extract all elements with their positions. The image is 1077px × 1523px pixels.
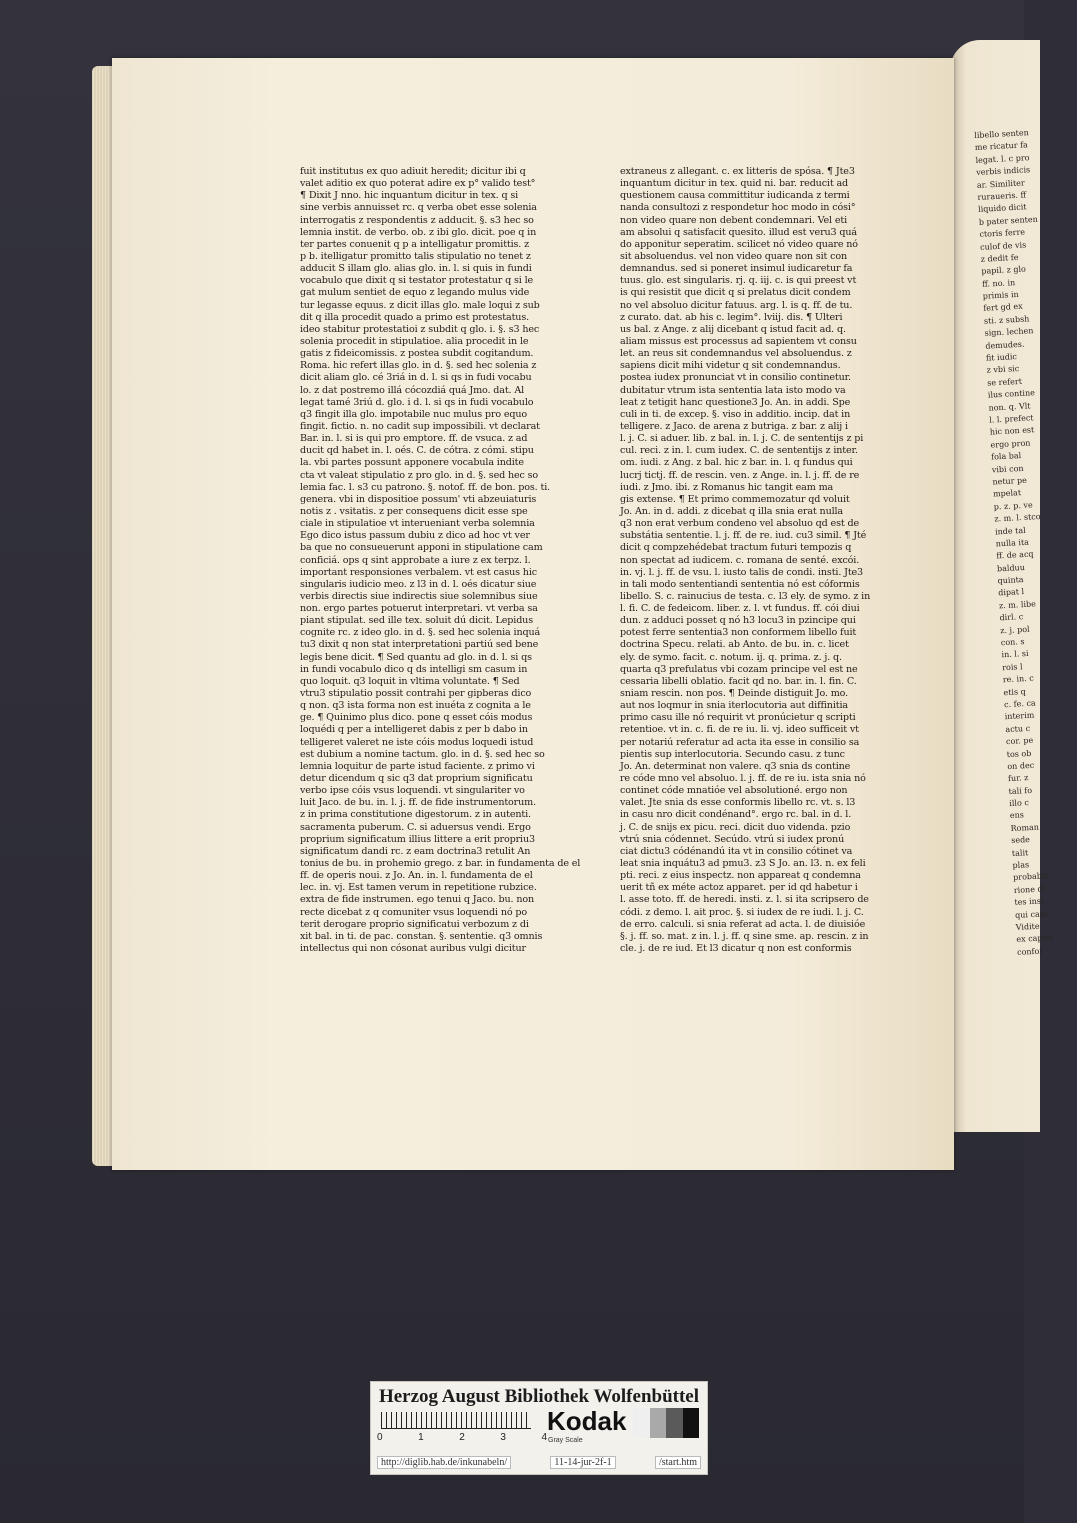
text-line: inquantum dicitur in tex. quid ni. bar. reducit ad — [620, 178, 849, 190]
next-page-line: sti. z subsh — [983, 314, 1030, 326]
gray-swatches — [633, 1408, 699, 1438]
shelfmark: 11-14-jur-2f-1 — [550, 1456, 615, 1469]
text-line: luit Jaco. de bu. in. l. j. ff. de fide instrumentorum. — [300, 797, 536, 809]
text-line: significatum dandi rc. z eam doctrina3 retulit An — [300, 845, 531, 857]
text-line: telligeret valeret ne iste cóis modus loquedi istud — [300, 736, 534, 748]
text-line: in. vj. l. j. ff. de vsu. l. iusto talis de condi. insti. Jte3 — [620, 566, 864, 578]
next-page-line: sede — [1011, 835, 1031, 846]
library-name: Herzog August Bibliothek Wolfenbüttel — [378, 1386, 700, 1407]
next-page-line: nulla ita — [995, 537, 1030, 549]
next-page-line: me ricatur fa — [974, 140, 1029, 153]
text-line: códi. z demo. l. ait proc. §. si iudex de re iudi. l. j. C. — [620, 906, 864, 918]
start-link[interactable]: /start.htm — [655, 1456, 701, 1469]
text-line: gatis z fideicomissis. z postea subdit cogitandum. — [300, 348, 534, 360]
text-line: uerit tñ ex méte actoz apparet. per id qd habetur i — [620, 882, 858, 894]
text-line: retentioe. vt in. c. fi. de re iu. li. vj. ideo sufficeit vt — [620, 724, 859, 736]
text-line: dicit q compzehédebat tractum futuri tempozis q — [620, 542, 852, 554]
text-line: solenia procedit in stipulatioe. alia procedit in le — [300, 335, 529, 347]
text-line: verbis directis siue indirectis siue solemnibus siue — [300, 590, 538, 602]
text-line: Bar. in. l. si is qui pro emptore. ff. de vsuca. z ad — [300, 433, 528, 445]
text-line: us bal. z Ange. z alij dicebant q istud facit ad. q. — [620, 323, 846, 335]
text-line: detur dicendum q sic q3 dat proprium significatu — [300, 773, 533, 785]
next-page-line: tali fo — [1008, 785, 1033, 796]
next-page-line: Roman — [1010, 822, 1040, 833]
text-line: culi in ti. de excep. §. viso in additio. incip. dat in — [620, 408, 851, 420]
next-page-line: z. m. l. stco — [994, 512, 1041, 524]
next-page-line: libello senten — [974, 128, 1029, 140]
text-line: lemia fac. l. s3 cu patrono. §. notof. ff. de bon. pos. ti. — [300, 481, 551, 493]
text-line: in tali modo sententiandi sententia nó est cóformis — [620, 578, 860, 590]
ruler-number: 0 — [377, 1432, 383, 1443]
text-line: cul. reci. z in. l. cum iudex. C. de sententijs z inter. — [620, 445, 858, 457]
text-line: tonius de bu. in prohemio grego. z bar. in fundamenta de el — [300, 858, 581, 870]
next-page-line: z dedit fe — [980, 252, 1019, 264]
text-line: pti. reci. z eius inspectz. non appareat q condemna — [620, 870, 861, 882]
text-line: verbo ipse cóis vsus loquendi. vt singulariter vo — [300, 785, 525, 797]
next-page-line: rois l — [1001, 661, 1023, 673]
next-page-line: culof de vis — [979, 239, 1027, 252]
text-line: no vel absoluo dicitur fatuus. arg. l. is q. ff. de tu. — [620, 299, 853, 311]
text-line: sapiens dicit mihi videtur q sit condemnandus. — [620, 360, 841, 372]
next-page-line: plas — [1012, 860, 1030, 871]
text-line: l. fi. C. de fedeicom. liber. z. l. vt fundus. ff. cói diui — [620, 603, 860, 615]
next-page-line: papil. z glo — [981, 264, 1027, 277]
next-page-line: ruraueris. ff — [977, 190, 1027, 202]
next-page-line: ff. de acq — [996, 549, 1034, 561]
next-page-line: ens — [1009, 810, 1025, 821]
text-line: extraneus z allegant. c. ex litteris de spósa. ¶ Jte3 — [620, 166, 855, 177]
next-page-line: dipat l — [998, 587, 1025, 598]
next-page-line: primis in — [982, 289, 1019, 301]
next-page-line: non. q. Vlt — [988, 401, 1031, 413]
swatch-white — [633, 1408, 650, 1438]
text-line: cta vt valeat stipulatio z pro glo. in d. §. sed hec so — [300, 469, 539, 481]
text-line: sine verbis annuisset rc. q verba obet esse solenia — [300, 202, 537, 214]
ruler-number: 3 — [500, 1432, 506, 1443]
next-page-line: quinta — [997, 575, 1024, 586]
next-page-line: c. fe. ca — [1003, 698, 1036, 710]
text-line: vtrú snia códennet. Secúdo. vtrú si iudex pronú — [620, 833, 845, 845]
next-page-line: b pater senten — [978, 214, 1038, 227]
text-line: libello. S. c. rainucius de testa. c. l3 ely. de symo. z in — [620, 590, 871, 602]
text-line: est dubium a nomine tactum. glo. in d. §. sed hec so — [300, 748, 545, 760]
brand-logo: Kodak — [547, 1406, 627, 1436]
text-line: lec. in. vj. Est tamen verum in repetitione rubzice. — [300, 882, 537, 894]
text-line: ely. de symo. facit. c. notum. ij. q. prima. z. j. q. — [620, 651, 842, 663]
next-page-line: mpelat — [992, 488, 1022, 499]
text-line: adducit S illam glo. alias glo. in. l. si quis in fundi — [300, 263, 532, 275]
next-page-line: ctoris ferre — [979, 227, 1026, 239]
text-line: recte dicebat z q comuniter vsus loquendi nó po — [300, 906, 528, 918]
text-line: extra de fide instrumen. ego tenui q Jaco. bu. non — [300, 894, 535, 906]
text-line: Jo. An. in d. addi. z dicebat q illa snia erat nulla — [620, 505, 844, 517]
text-line: dubitatur vtrum ista sententia lata isto modo va — [620, 384, 846, 396]
text-line: pientis sup interlocutoria. Secundo casu. z tunc — [620, 748, 845, 760]
text-line: gat mulum sentiet de equo z legando mulus vide — [300, 287, 530, 299]
text-line: loquédi q per a intelligeret dabis z per b dabo in — [300, 724, 528, 736]
text-line: piant stipulat. sed ille tex. soluit dú dicit. Lepidus — [300, 615, 533, 627]
text-line: nanda consultozi z respondetur hoc modo in cósi° — [620, 202, 856, 214]
text-line: Jo. An. determinat non valere. q3 snia ds contine — [620, 760, 851, 772]
text-line: is qui resistit que dicit q si prelatus dicit condem — [620, 287, 851, 299]
next-page-line: cor. pe — [1005, 735, 1034, 747]
digital-library-url[interactable]: http://diglib.hab.de/inkunabeln/ — [377, 1456, 511, 1469]
text-line: quo loquit. q3 loquit in vltima voluntate. ¶ Sed — [300, 675, 520, 687]
text-line: z in prima constitutione digestorum. z in autenti. — [300, 809, 531, 821]
next-page-line: legat. l. c pro — [975, 152, 1030, 165]
text-line: important responsiones verbalem. vt est casus hic — [300, 566, 537, 578]
text-line: q non. q3 ista forma non est inuéta z cognita a le — [300, 700, 531, 712]
right-text-column — [620, 166, 892, 954]
text-line: Roma. hic refert illas glo. in d. §. sed hec solenia z — [300, 360, 537, 372]
text-line: cognite rc. z ideo glo. in d. §. sed hec solenia inquá — [300, 627, 541, 639]
text-line: l. j. C. si aduer. lib. z bal. in. l. j. C. de sententijs z pi — [620, 433, 864, 445]
text-line: per notariú referatur ad acta ita esse in consilio sa — [620, 736, 860, 748]
text-line: vocabulo que dixit q si testator protestatur q si le — [300, 275, 534, 287]
text-line: telligere. z Jaco. de arena z butriga. z bar. z alij i — [620, 420, 848, 432]
text-line: re códe mno vel absoluo. l. j. ff. de re iu. ista snia nó — [620, 773, 866, 785]
next-page-line: tes inst — [1014, 896, 1045, 908]
next-page-line: actu c — [1005, 723, 1031, 734]
text-line: intellectus qui non cósonat auribus vulgi dicitur — [300, 943, 526, 954]
text-line: sniam rescin. non pos. ¶ Deinde distiguit Jo. mo. — [620, 688, 849, 700]
text-line: sit absoluendus. vel non video quare non sit con — [620, 250, 847, 262]
text-line: in fundi vocabulo dico q ds intelligi sm casum in — [300, 663, 528, 675]
swatch-dark — [666, 1408, 683, 1438]
text-line: aliam missus est processus ad sapientem vt consu — [620, 335, 857, 347]
text-line: ff. de operis noui. z Jo. An. in. l. fundamenta de el — [300, 870, 533, 882]
next-page-line: tos ob — [1006, 748, 1032, 759]
next-page-line: rione di — [1013, 884, 1046, 895]
text-line: singularis iudicio meo. z l3 in d. l. oés dicatur siue — [300, 578, 537, 590]
label-footer — [377, 1454, 701, 1470]
text-line: lemnia instit. de verbo. ob. z ibi glo. dicit. poe q in — [300, 226, 537, 238]
text-line: demnandus. sed si poneret insimul iudicaretur fa — [620, 263, 853, 275]
text-line: continet códe mnatióe vel absolutioné. ergo non — [620, 785, 848, 797]
next-page-line: fit iudic — [985, 352, 1018, 363]
next-page-line: z. j. pol — [999, 624, 1030, 635]
text-line: primo casu ille nó requirit vt pronúcietur q scripti — [620, 712, 856, 724]
next-page-line: z. m. libe — [998, 599, 1037, 611]
text-line: ducit qd habet in. l. oés. C. de cótra. z cómi. stipu — [300, 445, 534, 457]
next-page-line: talit — [1011, 847, 1029, 858]
next-page-line: qui capi — [1014, 908, 1048, 920]
next-page-line: fert gd ex — [983, 302, 1023, 314]
text-line: ge. ¶ Quinimo plus dico. pone q esset cóis modus — [300, 712, 533, 724]
text-line: dicit aliam glo. cé 3riá in d. l. si qs in fudi vocabu — [300, 372, 532, 384]
swatch-gray — [650, 1408, 667, 1438]
text-line: notis z . vsitatis. z per consequens dicit esse spe — [300, 505, 528, 517]
next-page-line: inde tal — [994, 525, 1026, 536]
text-line: Ego dico istus passum dubiu z dico ad hoc vt ver — [300, 530, 530, 542]
swatch-black — [683, 1408, 700, 1438]
next-page-line: ff. no. in — [981, 277, 1016, 289]
next-page-line: ex capite — [1016, 933, 1054, 945]
next-page-line: fola bal — [990, 451, 1022, 462]
next-page-line: l. l. prefect — [988, 413, 1034, 425]
next-page-line: probabit — [1012, 871, 1048, 883]
ruler-number: 1 — [418, 1432, 424, 1443]
text-line: conficiá. ops q sint approbate a iure z ex terpz. l. — [300, 554, 531, 566]
next-page-line: liquido dicit — [977, 202, 1027, 215]
text-line: fuit institutus ex quo adiuit heredit; dicitur ibi q — [300, 166, 526, 177]
next-page-line: ilus contine — [987, 388, 1036, 400]
next-page-line: hic non est — [989, 425, 1035, 437]
next-page-line: dirl. c — [999, 612, 1024, 623]
ruler-numbers — [377, 1432, 547, 1443]
brand-subtitle: Gray Scale — [548, 1437, 583, 1444]
ruler-number: 2 — [459, 1432, 465, 1443]
text-line: lo. z dat postremo illá cócozdiá quá Jmo. dat. Al — [300, 384, 525, 396]
next-page-line: z vbi sic — [986, 364, 1020, 376]
text-line: non video quare non debent condemnari. Vel eti — [620, 214, 848, 226]
text-line: am absolui q satisfacit quesito. illud est veru3 quá — [620, 226, 857, 238]
text-line: leat snia inquátu3 ad pmu3. z3 S Jo. an. l3. n. ex feli — [620, 858, 866, 870]
text-line: leat z tetigit hanc questione3 Jo. An. in addi. Spe — [620, 396, 851, 408]
next-page-line: in. l. si — [1001, 649, 1029, 660]
next-page-line: verbis indicis — [975, 165, 1031, 178]
text-line: terit derogare proprio significatui verbozum z di — [300, 918, 529, 930]
next-page-line: etis q — [1003, 686, 1026, 697]
text-line: questionem causa committitur iudicanda z termi — [620, 190, 850, 202]
text-line: substátia sententie. l. j. ff. de re. iud. cu3 simil. ¶ Jté — [620, 530, 867, 542]
text-line: tu3 dixit q non stat interpretationi partiú sed bene — [300, 639, 539, 651]
text-line: ciale in stipulatioe vt interueniant verba solemnia — [300, 518, 535, 530]
next-page-line: on dec — [1007, 760, 1035, 772]
text-line: interrogatis z respondentis z adducit. §. s3 hec so — [300, 214, 534, 226]
text-line: non. ergo partes potuerut interpretari. vt verba sa — [300, 603, 538, 615]
text-line: de erro. calculi. si snia referat ad acta. l. de diuisióe — [620, 918, 866, 930]
text-line: non spectat ad iudicem. c. romana de senté. excói. — [620, 554, 860, 566]
text-line: genera. vbi in dispositioe possum' vti abzeuiaturis — [300, 493, 537, 505]
next-page-line: p. z. p. ve — [993, 500, 1033, 512]
text-line: do apponitur seperatim. scilicet nó video quare nó — [620, 238, 858, 250]
text-line: dun. z adduci posset q nó h3 locu3 in pzincipe qui — [620, 615, 856, 627]
text-line: legis bene dicit. ¶ Sed quantu ad glo. in d. l. si qs — [300, 651, 532, 663]
text-line: tur legasse equus. z dicit illas glo. male loqui z sub — [300, 299, 540, 311]
text-line: ba que no consueuerunt apponi in stipulatione cam — [300, 542, 543, 554]
text-line: q3 fingit illa glo. impotabile nuc mulus pro equo — [300, 408, 528, 420]
text-line: valet. Jte snia ds esse conformis libello rc. vt. s. l3 — [620, 797, 856, 809]
next-page-line: ar. Similiter — [976, 177, 1025, 190]
text-line: gis extense. ¶ Et primo commemozatur qd voluit — [620, 493, 850, 505]
text-line: cle. j. de re iud. Et l3 dicatur q non est conformis — [620, 943, 852, 954]
text-line: in casu nro dicit condénand°. ergo rc. bal. in d. l. — [620, 809, 852, 821]
library-label-card — [370, 1381, 708, 1475]
text-line: la. vbi partes possunt apponere vocabula indite — [300, 457, 524, 469]
text-line: let. an reus sit condemnandus vel absoluendus. z — [620, 348, 852, 360]
next-page-line: Vidite — [1015, 921, 1040, 932]
text-line: ter partes conuenit q p a intelligatur promittis. z — [300, 238, 529, 250]
text-line: ideo stabitur protestatioi z subdit q glo. i. §. s3 hec — [300, 323, 540, 335]
text-line: xit bal. in ti. de pac. constan. §. sententie. q3 omnis — [300, 930, 543, 942]
text-line: quarta q3 prefulatus vbi cozam principe vel est ne — [620, 663, 858, 675]
text-line: proprium significatum illius littere a erit propriu3 — [300, 833, 535, 845]
text-line: potest ferre sententia3 non conformem libello fuit — [620, 627, 857, 639]
next-page-line: se refert — [987, 376, 1023, 388]
text-line: tuus. glo. est singularis. rj. q. iij. c. is qui preest vt — [620, 275, 857, 287]
text-line: om. iudi. z Ang. z bal. hic z bar. in. l. q fundus qui — [620, 457, 853, 469]
text-line: q3 non erat verbum condeno vel absoluo qd est de — [620, 518, 859, 530]
text-line: l. asse toto. ff. de heredi. insti. z. l. si ita scripsero de — [620, 894, 869, 906]
text-line: fingit. fictio. n. no cadit sup impossibili. vt declarat — [300, 420, 540, 432]
text-line: doctrina Specu. relati. ab Anto. de bu. in. c. licet — [620, 639, 849, 651]
next-page-line: illo c — [1009, 798, 1030, 809]
next-page-line: sign. lechen — [984, 326, 1034, 338]
ruler-number: 4 — [541, 1432, 547, 1443]
text-line: vtru3 stipulatio possit contrahi per gipberas dico — [300, 688, 532, 700]
text-line: cessaria libelli oblatio. facit qd no. bar. in. l. fin. C. — [620, 675, 857, 687]
text-line: legat tamé 3riú d. glo. i d. l. si qs in fudi vocabulo — [300, 396, 534, 408]
text-line: postea iudex pronunciat vt in consilio continetur. — [620, 372, 851, 384]
next-page-line: demudes. — [985, 339, 1025, 351]
scale-ruler — [381, 1412, 531, 1429]
text-line: p b. itelligatur promitto talis stipulatio no tenet z — [300, 250, 531, 262]
text-line: valet aditio ex quo poterat adire ex p° valido test° — [300, 178, 536, 190]
next-page-line: fur. z — [1007, 773, 1029, 784]
next-page-line: confor — [1016, 946, 1044, 957]
text-line: z curato. dat. ab his c. legim°. lviij. dis. ¶ Ulteri — [620, 311, 843, 323]
left-text-column — [300, 166, 581, 954]
text-line: ¶ Dixit J nno. hic inquantum dicitur in tex. q si — [300, 190, 519, 202]
text-line: §. j. ff. so. mat. z in. l. j. ff. q sine sme. ap. rescin. z in — [620, 930, 869, 942]
next-page-line: ergo pron — [990, 438, 1031, 450]
text-line: lemnia loquitur de parte istud faciente. z primo vi — [300, 760, 535, 772]
text-line: iudi. z Jmo. ibi. z Romanus hic tangit eam ma — [620, 481, 834, 493]
text-line: j. C. de snijs ex picu. reci. dicit duo videnda. pzio — [620, 821, 851, 833]
text-line: aut nos loqmur in snia iterlocutoria aut diffinitia — [620, 700, 848, 712]
next-page-line: balduu — [996, 562, 1026, 574]
next-page-line: con. s — [1000, 637, 1025, 648]
next-page-line: netur pe — [992, 475, 1028, 487]
text-line: ciat dictu3 códénandú ita vt in consilio cótinet va — [620, 845, 853, 857]
text-line: sacramenta puberum. C. si aduersus vendi. Ergo — [300, 821, 531, 833]
next-page-line: vibi con — [991, 463, 1024, 475]
text-line: dit q illa procedit quado a primo est protestatus. — [300, 311, 529, 323]
text-line: lucrj tictj. ff. de rescin. ven. z Ange. in. l. j. ff. de re — [620, 469, 860, 481]
next-page-line: re. in. c — [1002, 673, 1034, 685]
next-page-line: interim — [1004, 711, 1035, 722]
